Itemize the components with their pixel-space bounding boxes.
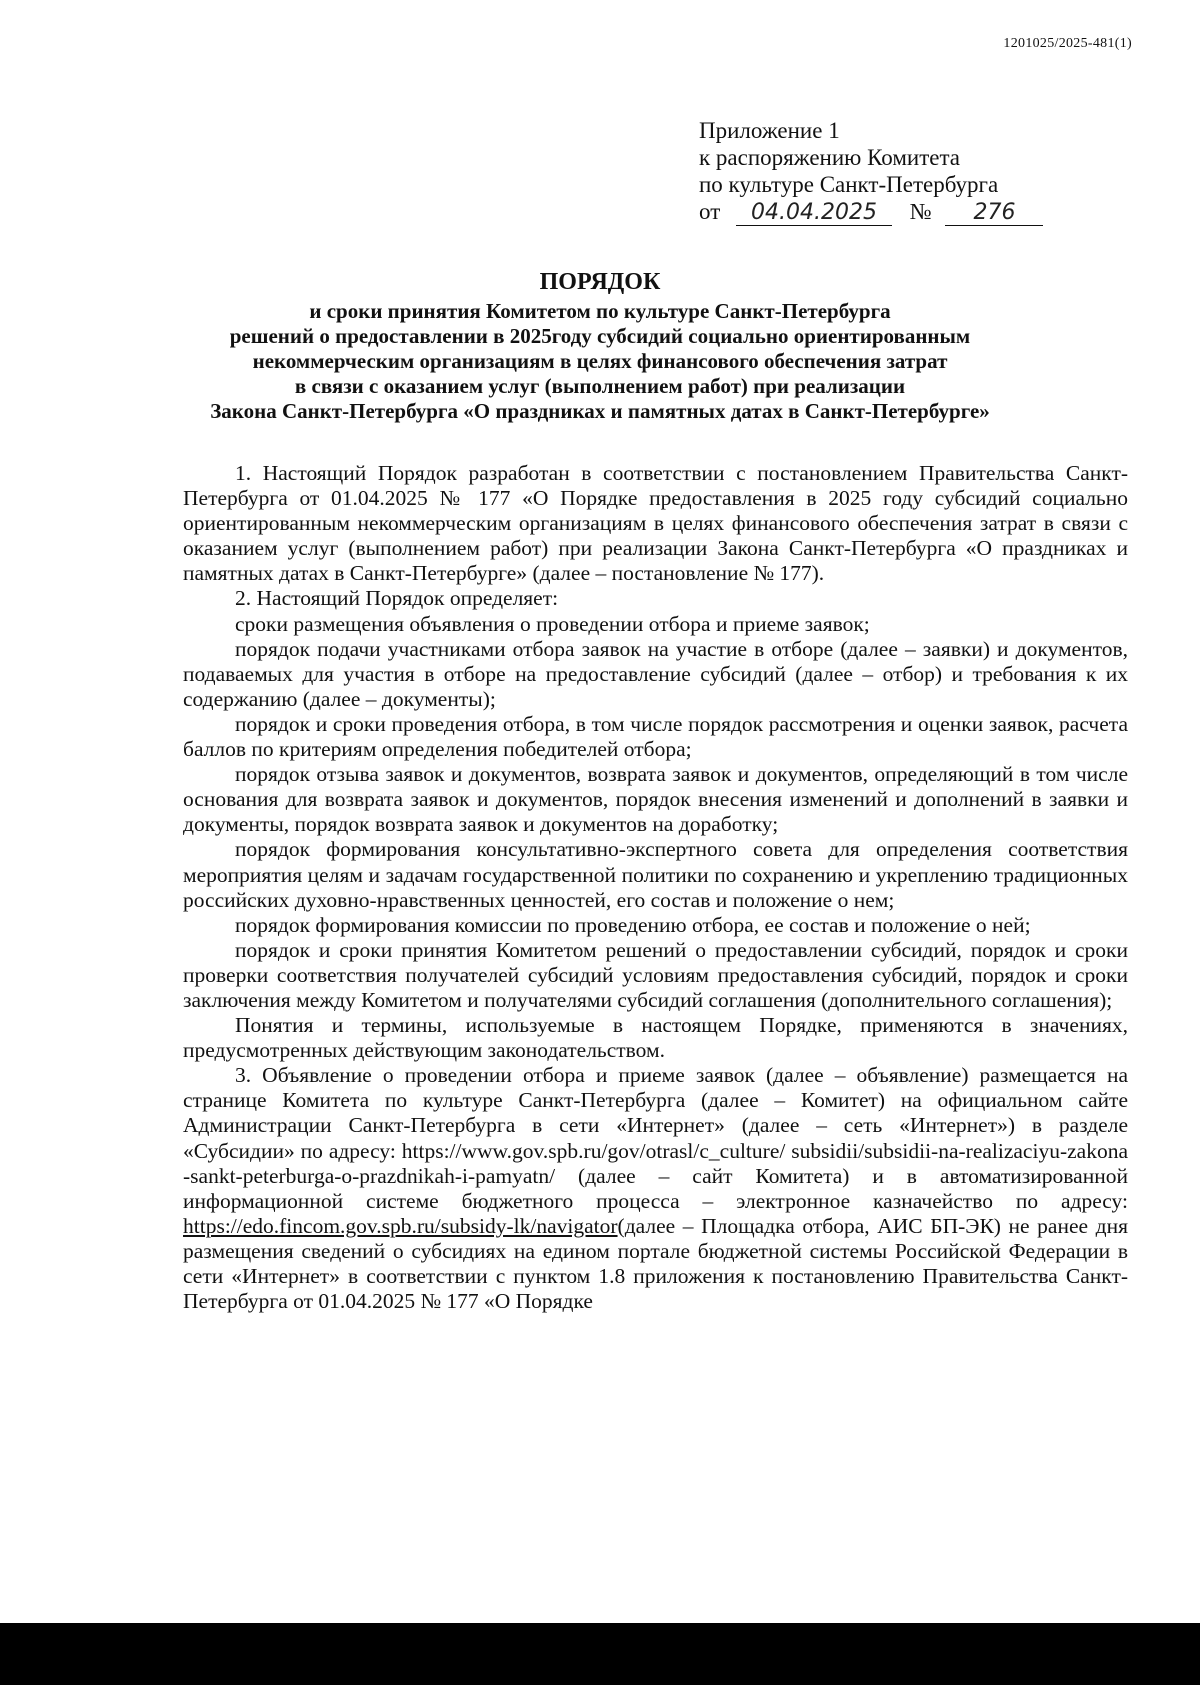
scan-bottom-bar [0,1623,1200,1685]
attachment-date-number-row [699,198,1043,226]
document-body [183,461,1128,1314]
paragraph-2: 2. Настоящий Порядок определяет: [235,586,559,611]
list-item: порядок формирования комиссии по проведению отбора, ее состав и положение о ней; [235,912,1031,937]
date-prefix: от [699,199,721,224]
number-label: № [909,199,932,224]
title-line: некоммерческим организациям в целях финансового обеспечения затрат [252,349,948,373]
registry-code: 1201025/2025-481(1) [1003,36,1132,51]
committee-site-url: https://www.gov.spb.ru/gov/otrasl/c_culture/ subsidii/subsidii-na-realizaciyu-zakona-sankt-peterburga-o-prazdnikah-i-pamyatn/ [183,1138,1128,1188]
list-item: порядок и сроки принятия Комитетом решений о предоставлении субсидий, порядок и сроки проверки соответствия получателей субсидий условиям предоставления субсидий, порядок и сроки заключения между Комитетом и получателями субсидий соглашения (дополнительного соглашения); [183,937,1128,1012]
list-item: сроки размещения объявления о проведении отбора и приеме заявок; [235,611,870,636]
title-line: решений о предоставлении в 2025году субсидий социально ориентированным [229,324,971,348]
attachment-line-order: к распоряжению Комитета [699,145,960,170]
paragraph-3 [183,1063,1128,1314]
handwritten-date: 04.04.2025 [736,201,892,226]
handwritten-number: 276 [945,201,1043,226]
paragraph-3-text-c: (далее – Площадка отбора, АИС БП-ЭК) не ранее дня размещения сведений о субсидиях на едином портале бюджетной системы Российской Федерации в сети «Интернет» в соответствии с пунктом 1.8 приложения к постановлению Правительства Санкт-Петербурга от 01.04.2025 № 177 «О Порядке [183,1213,1128,1314]
list-item: порядок и сроки проведения отбора, в том числе порядок рассмотрения и оценки заявок, расчета баллов по критериям определения победителей отбора; [183,711,1128,762]
attachment-title: Приложение 1 [699,118,840,143]
attachment-block [699,117,1043,226]
attachment-line-committee: по культуре Санкт-Петербурга [699,172,999,197]
title-heading: ПОРЯДОК [539,269,661,295]
paragraph-terms: Понятия и термины, используемые в настоящем Порядке, применяются в значениях, предусмотренных действующим законодательством. [183,1013,1128,1063]
list-item: порядок подачи участниками отбора заявок на участие в отборе (далее – заявки) и документов, подаваемых для участия в отборе на предоставление субсидий (далее – отбор) и требования к их содержанию (далее – документы); [183,636,1128,711]
paragraph-1: 1. Настоящий Порядок разработан в соответствии с постановлением Правительства Санкт-Петербурга от 01.04.2025 № 177 «О Порядке предоставления в 2025 году субсидий социально ориентированным некоммерческим организациям в целях финансового обеспечения затрат в связи с оказанием услуг (выполнением работ) при реализации Закона Санкт-Петербурга «О праздниках и памятных датах в Санкт-Петербурге» (далее – постановление № 177). [183,461,1128,586]
document-title [150,270,1050,424]
title-line: в связи с оказанием услуг (выполнением работ) при реализации [294,374,906,398]
title-line: и сроки принятия Комитетом по культуре Санкт-Петербурга [309,299,891,323]
title-line: Закона Санкт-Петербурга «О праздниках и памятных датах в Санкт-Петербурге» [210,399,990,423]
paragraph-3-text-b: (далее – сайт Комитета) и в автоматизированной информационной системе бюджетного процесса – электронное казначейство по адресу: [183,1163,1128,1213]
list-item: порядок отзыва заявок и документов, возврата заявок и документов, определяющий в том числе основания для возврата заявок и документов, порядок внесения изменений и дополнений в заявки и документы, порядок возврата заявок и документов на доработку; [183,762,1128,837]
selection-platform-link[interactable]: https://edo.fincom.gov.spb.ru/subsidy-lk/navigator [183,1213,618,1238]
list-item: порядок формирования консультативно-экспертного совета для определения соответствия мероприятия целям и задачам государственной политики по сохранению и укреплению традиционных российских духовно-нравственных ценностей, его состав и положение о нем; [183,837,1128,912]
paragraph-3-text-a: 3. Объявление о проведении отбора и приеме заявок (далее – объявление) размещается на странице Комитета по культуре Санкт-Петербурга (далее – Комитет) на официальном сайте Администрации Санкт-Петербурга в сети «Интернет» (далее – сеть «Интернет») в разделе «Субсидии» по адресу: [183,1063,1128,1163]
